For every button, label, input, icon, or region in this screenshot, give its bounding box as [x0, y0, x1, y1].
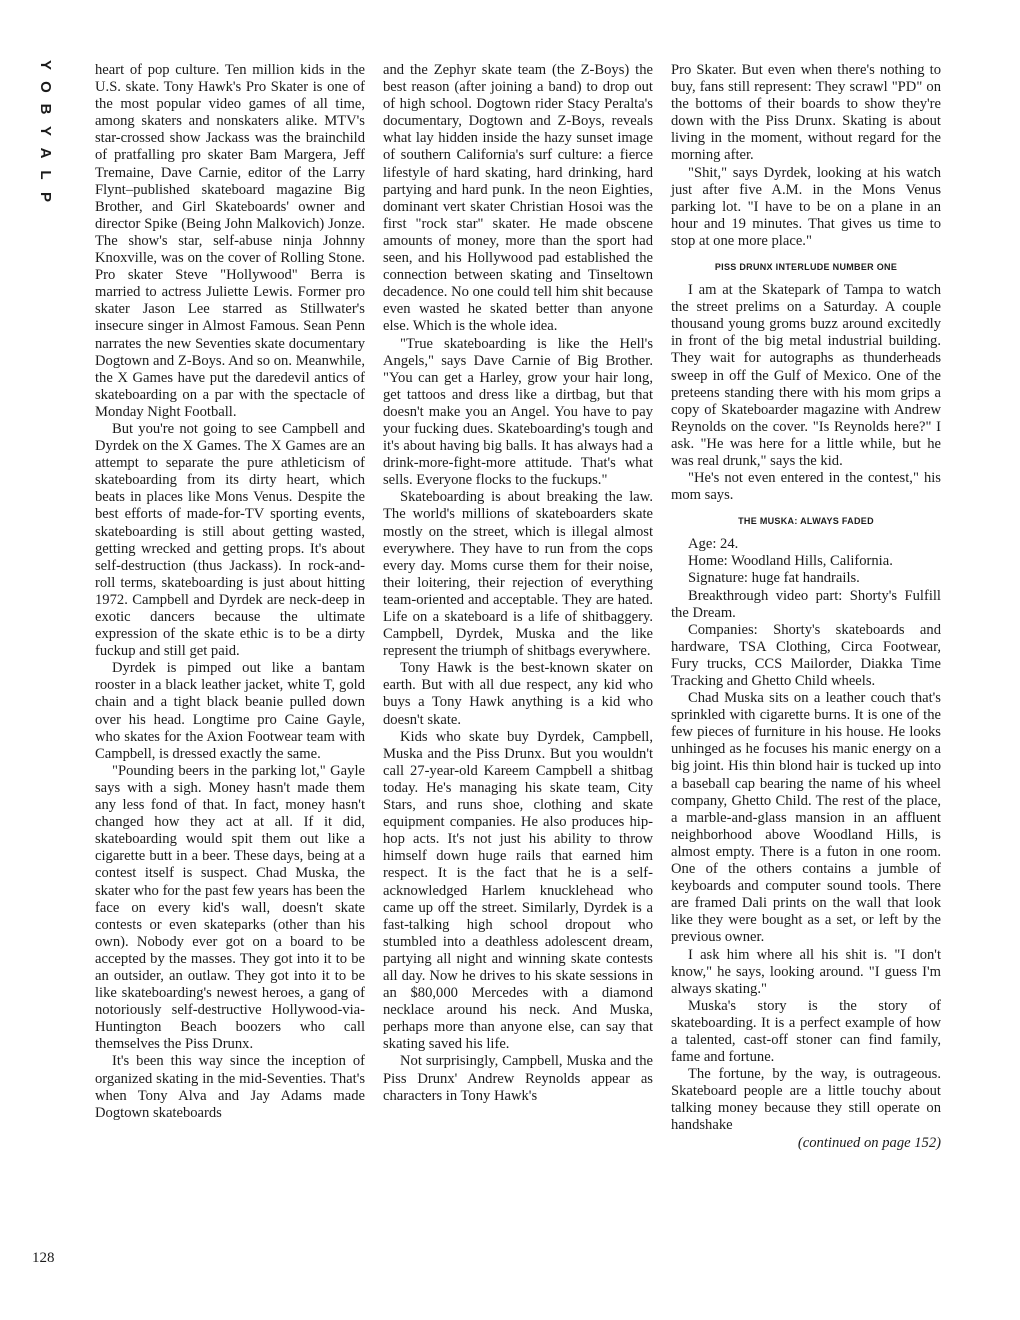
sidebar-letter: B — [37, 103, 54, 115]
paragraph: Skateboarding is about breaking the law. The world's millions of skateboarders skate mostly on the street, which is illegal almost everywhere. They have to run from the cops every day. Moms curse them for their noise, their loitering, their rejection of everything team-oriented and acceptable. They are hated. Life on a skateboard is a life of shitbaggery. Campbell, Dyrdek, Muska and the like represent the triumph of shitbags everywhere. — [383, 489, 653, 660]
paragraph: "Shit," says Dyrdek, looking at his watch just after five A.M. in the Mons Venus parking lot. "I have to be on a plane in an hour and 19 minutes. That gives us time to stop at one more place." — [671, 164, 941, 249]
paragraph: "He's not even entered in the contest," his mom says. — [671, 470, 941, 504]
page-number: 128 — [32, 1250, 55, 1266]
sidebar-letter: Y — [37, 125, 54, 136]
section-subhead: THE MUSKA: ALWAYS FADED — [738, 516, 874, 527]
paragraph: and the Zephyr skate team (the Z-Boys) the best reason (after joining a band) to drop out of high school. Dogtown rider Stacy Peralta's documentary, Dogtown and Z-Boys, reveals what lay hidden inside the hazy sunset image of southern California's surf culture: a fierce lifestyle of hard skating, hard drinking, hard partying and hard punk. In the neon Eighties, dominant vert skater Christian Hosoi was the first "rock star" skater. He made obscene amounts of money, more than the sport had seen, and his Hollywood pad established the connection between skating and Tinseltown decadence. No one could tell him shit because even wasted he skated better than anyone else. Which is the whole idea. — [383, 62, 653, 335]
sidebar-letter: A — [37, 147, 54, 159]
sidebar-letter: Y — [37, 59, 54, 70]
article-column-1 — [95, 62, 365, 1122]
sidebar-letter: O — [37, 81, 54, 93]
paragraph: Tony Hawk is the best-known skater on earth. But with all due respect, any kid who buys a Tony Hawk anything is a kid who doesn't skate. — [383, 660, 653, 728]
magazine-sidebar-title — [30, 54, 60, 208]
section-subhead: PISS DRUNX INTERLUDE NUMBER ONE — [714, 262, 898, 273]
profile-stat: Signature: huge fat handrails. — [688, 570, 860, 587]
sidebar-letter: P — [37, 191, 54, 202]
profile-stat: Companies: Shorty's skateboards and hardware, TSA Clothing, Circa Footwear, Fury trucks, CCS Mailorder, Diakka Time Tracking and Ghetto Child wheels. — [671, 621, 941, 689]
paragraph: "True skateboarding is like the Hell's Angels," says Dave Carnie of Big Brother. "You can get a Harley, grow your hair long, get tattoos and dress like a dirtbag, but that doesn't make you an Angel. You have to pay your fucking dues. Skateboarding's tough and it's about having big balls. It has always had a drink-more-fight-more attitude. That's what sells. Everyone flocks to the fuckups." — [383, 335, 653, 489]
paragraph: It's been this way since the inception of organized skating in the mid-Seventies. That's when Tony Alva and Jay Adams made Dogtown skateboards — [95, 1053, 365, 1121]
article-column-3 — [671, 62, 941, 1152]
continued-note: (continued on page 152) — [797, 1134, 941, 1151]
paragraph: The fortune, by the way, is outrageous. Skateboard people are a little touchy about talking money because they still operate on handshake — [671, 1066, 941, 1134]
paragraph: Not surprisingly, Campbell, Muska and the Piss Drunx' Andrew Reynolds appear as characters in Tony Hawk's — [383, 1053, 653, 1104]
paragraph: Muska's story is the story of skateboarding. It is a perfect example of how a talented, cast-off stoner can find family, fame and fortune. — [671, 997, 941, 1066]
profile-stat: Home: Woodland Hills, California. — [688, 553, 893, 570]
paragraph: Kids who skate buy Dyrdek, Campbell, Muska and the Piss Drunx. But you wouldn't call 27-year-old Kareem Campbell a shitbag today. He's managing his skate team, City Stars, and runs shoe, clothing and skate equipment companies. He also produces hip-hop acts. It's not just his ability to throw himself down huge rails that earned him respect. It is the fact that he is a self-acknowledged Harlem knucklehead who came up off the street. Similarly, Dyrdek is a fast-talking high school dropout who stumbled into a deathless adolescent dream, partying all night and winning skate contests all day. Now he drives to his skate sessions in an $80,000 Mercedes with a diamond necklace around his neck. And Muska, perhaps more than anyone else, can say that skating saved his life. — [383, 728, 653, 1053]
profile-stat: Breakthrough video part: Shorty's Fulfill the Dream. — [671, 587, 941, 621]
paragraph: I am at the Skatepark of Tampa to watch the street prelims on a Saturday. A couple thousand young groms buzz around excitedly in front of the big metal industrial building. They wait for autographs as thunderheads sweep in off the Gulf of Mexico. One of the preteens standing there with his mom grips a copy of Skateboarder magazine with Andrew Reynolds on the cover. "Is Reynolds here?" I ask. "He was here for a little while, but he was real drunk," says the kid. — [671, 282, 941, 469]
paragraph: heart of pop culture. Ten million kids in the U.S. skate. Tony Hawk's Pro Skater is one of the most popular video games of all time, among skaters and nonskaters alike. MTV's star-crossed show Jackass was the brainchild of pratfalling pro skater Bam Margera, Jeff Tremaine, Dave Carnie, editor of the Larry Flynt–published skateboard magazine Big Brother, and Girl Skateboards' owner and director Spike (Being John Malkovich) Jonze. The show's star, self-abuse ninja Johnny Knoxville, was on the cover of Rolling Stone. Pro skater Steve "Hollywood" Berra is married to actress Juliette Lewis. Former pro skater Jason Lee starred as Stillwater's insecure singer in Almost Famous. Sean Penn narrates the new Seventies skate documentary Dogtown and Z-Boys. And so on. Meanwhile, the X Games have put the daredevil antics of skateboarding on a par with the spectacle of Monday Night Football. — [95, 62, 365, 420]
paragraph: Pro Skater. But even when there's nothing to buy, fans still represent: They scrawl "PD" on the bottoms of their boards to show they're down with the Piss Drunx. Skating is about living in the moment, without regard for the morning after. — [671, 62, 941, 164]
article-column-2 — [383, 62, 653, 1105]
paragraph: But you're not going to see Campbell and Dyrdek on the X Games. The X Games are an attempt to separate the pure athleticism of skateboarding from its dirty heart, which beats in places like Mons Venus. Despite the best efforts of made-for-TV sporting events, skateboarding is still about getting wasted, getting wrecked and getting props. It's about self-destruction (thus Jackass). In rock-and-roll terms, skateboarding is just about hitting 1972. Campbell and Dyrdek are neck-deep in exotic dancers because the ultimate expression of the skate ethic is to be a dirty fuckup and still get paid. — [95, 420, 365, 660]
paragraph: Chad Muska sits on a leather couch that's sprinkled with cigarette burns. It is one of the few pieces of furniture in his house. He looks unhinged as he focuses his manic energy on a big joint. His thin blond hair is tucked up into a baseball cap bearing the name of his wheel company, Ghetto Child. The rest of the place, a marble-and-glass mansion in an affluent neighborhood above Woodland Hills, is almost empty. There is a futon in one room. One of the others contains a jumble of keyboards and computer sound tools. There are framed Dali prints on the wall that look like they were bought as a set, or left by the previous owner. — [671, 690, 941, 946]
paragraph: Dyrdek is pimped out like a bantam rooster in a black leather jacket, white T, gold chain and a tight black beanie pulled down over his head. Longtime pro Caine Gayle, who skates for the Axion Footwear team with Campbell, is dressed exactly the same. — [95, 660, 365, 762]
profile-stat: Age: 24. — [688, 536, 739, 553]
paragraph: I ask him where all his shit is. "I don't know," he says, looking around. "I guess I'm always skating." — [671, 946, 941, 997]
sidebar-letter: L — [37, 170, 54, 180]
paragraph: "Pounding beers in the parking lot," Gayle says with a sigh. Money hasn't made them any less fond of that. In fact, money hasn't changed how they act at all. If it did, skateboarding would spit them out like a cigarette butt in a beer. These days, being at a contest itself is suspect. Chad Muska, the skater who for the past few years has been the face on every kid's wall, doesn't skate contests or even skateparks (other than his own). Nobody ever got on a board to be accepted by the masses. They got into it to be an outsider, an outlaw. They got into it to be like skateboarding's newest heroes, a gang of notoriously self-destructive Hollywood-via-Huntington Beach boozers who call themselves the Piss Drunx. — [95, 762, 365, 1053]
